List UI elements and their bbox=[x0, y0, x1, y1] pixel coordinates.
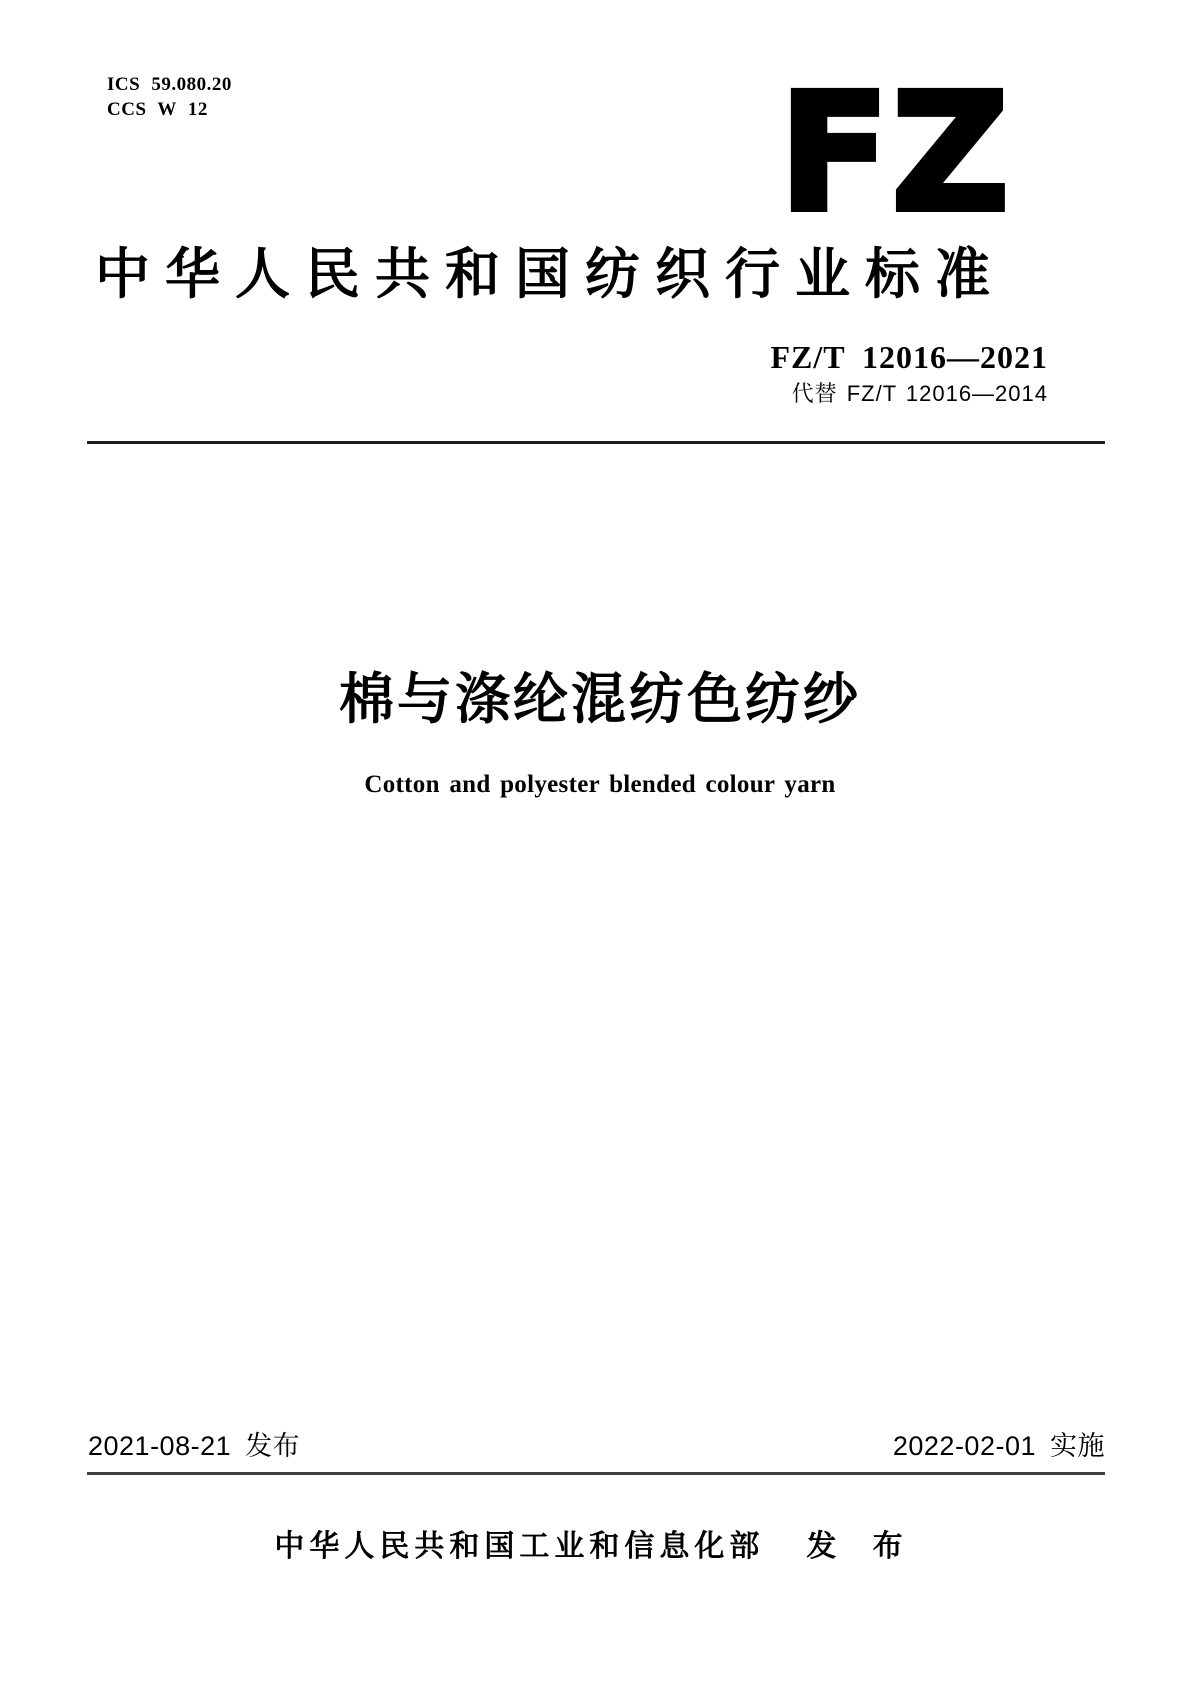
date-row bbox=[88, 1430, 1105, 1462]
document-title-english: Cotton and polyester blended colour yarn bbox=[364, 771, 836, 798]
fz-logo: FZ bbox=[779, 60, 1012, 248]
replaces-note: 代替 FZ/T 12016—2014 bbox=[791, 381, 1048, 406]
ccs-code: CCS W 12 bbox=[107, 99, 208, 120]
bottom-divider-rule bbox=[87, 1472, 1105, 1475]
standard-code: FZ/T 12016—2021 bbox=[770, 339, 1048, 375]
document-title-chinese: 棉与涤纶混纺色纺纱 bbox=[338, 668, 861, 730]
top-divider-rule bbox=[87, 441, 1105, 444]
release-label: 发 布 bbox=[806, 1530, 917, 1563]
classification-codes bbox=[107, 72, 232, 122]
standard-category-heading: 中华人民共和国纺织行业标准 bbox=[94, 243, 1005, 305]
publisher-name: 中华人民共和国工业和信息化部 bbox=[274, 1530, 765, 1563]
publisher-row bbox=[0, 1528, 1191, 1566]
ics-code: ICS 59.080.20 bbox=[107, 74, 232, 95]
implement-date: 2022-02-01 实施 bbox=[892, 1431, 1105, 1461]
issue-date: 2021-08-21 发布 bbox=[88, 1431, 301, 1461]
